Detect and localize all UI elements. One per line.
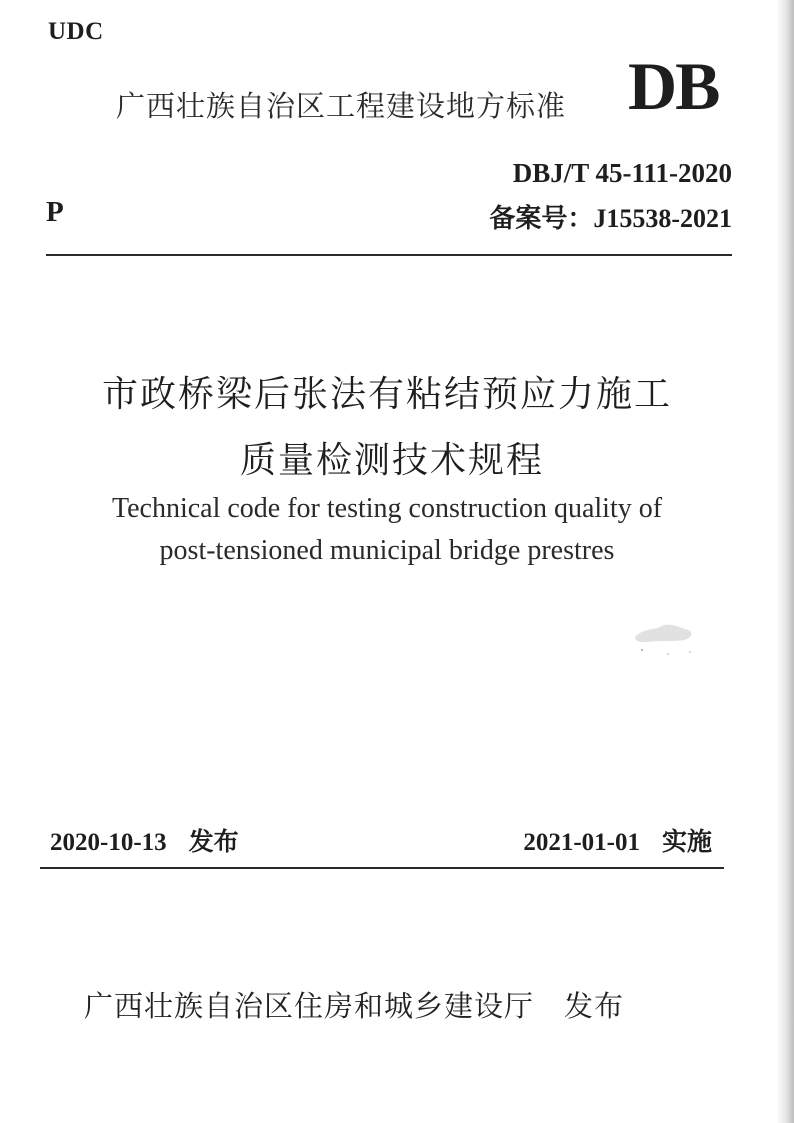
db-mark: DB	[628, 48, 719, 124]
title-cn-line1: 市政桥梁后张法有粘结预应力施工	[101, 374, 672, 415]
title-en-line2: post-tensioned municipal bridge prestres	[159, 535, 615, 566]
dates-divider	[40, 867, 724, 869]
standard-number: DBJ/T 45-111-2020	[512, 158, 732, 188]
record-label: 备案号：	[489, 204, 594, 234]
udc-label: UDC	[48, 18, 104, 45]
scan-smudge	[628, 620, 698, 660]
header-divider	[46, 254, 732, 256]
release-date: 2020-10-13	[50, 829, 167, 856]
issuer-heading: 广西壮族自治区工程建设地方标准	[116, 89, 567, 123]
record-number: J15538-2021	[593, 204, 732, 233]
publisher-line	[84, 984, 624, 1025]
publisher-label: 发布	[564, 989, 625, 1023]
title-cn-line2: 质量检测技术规程	[239, 440, 544, 481]
page-edge-shadow	[776, 0, 794, 1123]
release-label: 发布	[188, 827, 239, 856]
release-line	[50, 822, 239, 858]
title-en-line1: Technical code for testing construction quality of	[111, 493, 663, 524]
effective-line	[523, 822, 712, 858]
effective-date: 2021-01-01	[523, 829, 640, 856]
category-letter: P	[46, 196, 64, 228]
publisher-name: 广西壮族自治区住房和城乡建设厅	[84, 989, 535, 1023]
effective-label: 实施	[661, 827, 712, 856]
record-number-line	[489, 198, 732, 235]
